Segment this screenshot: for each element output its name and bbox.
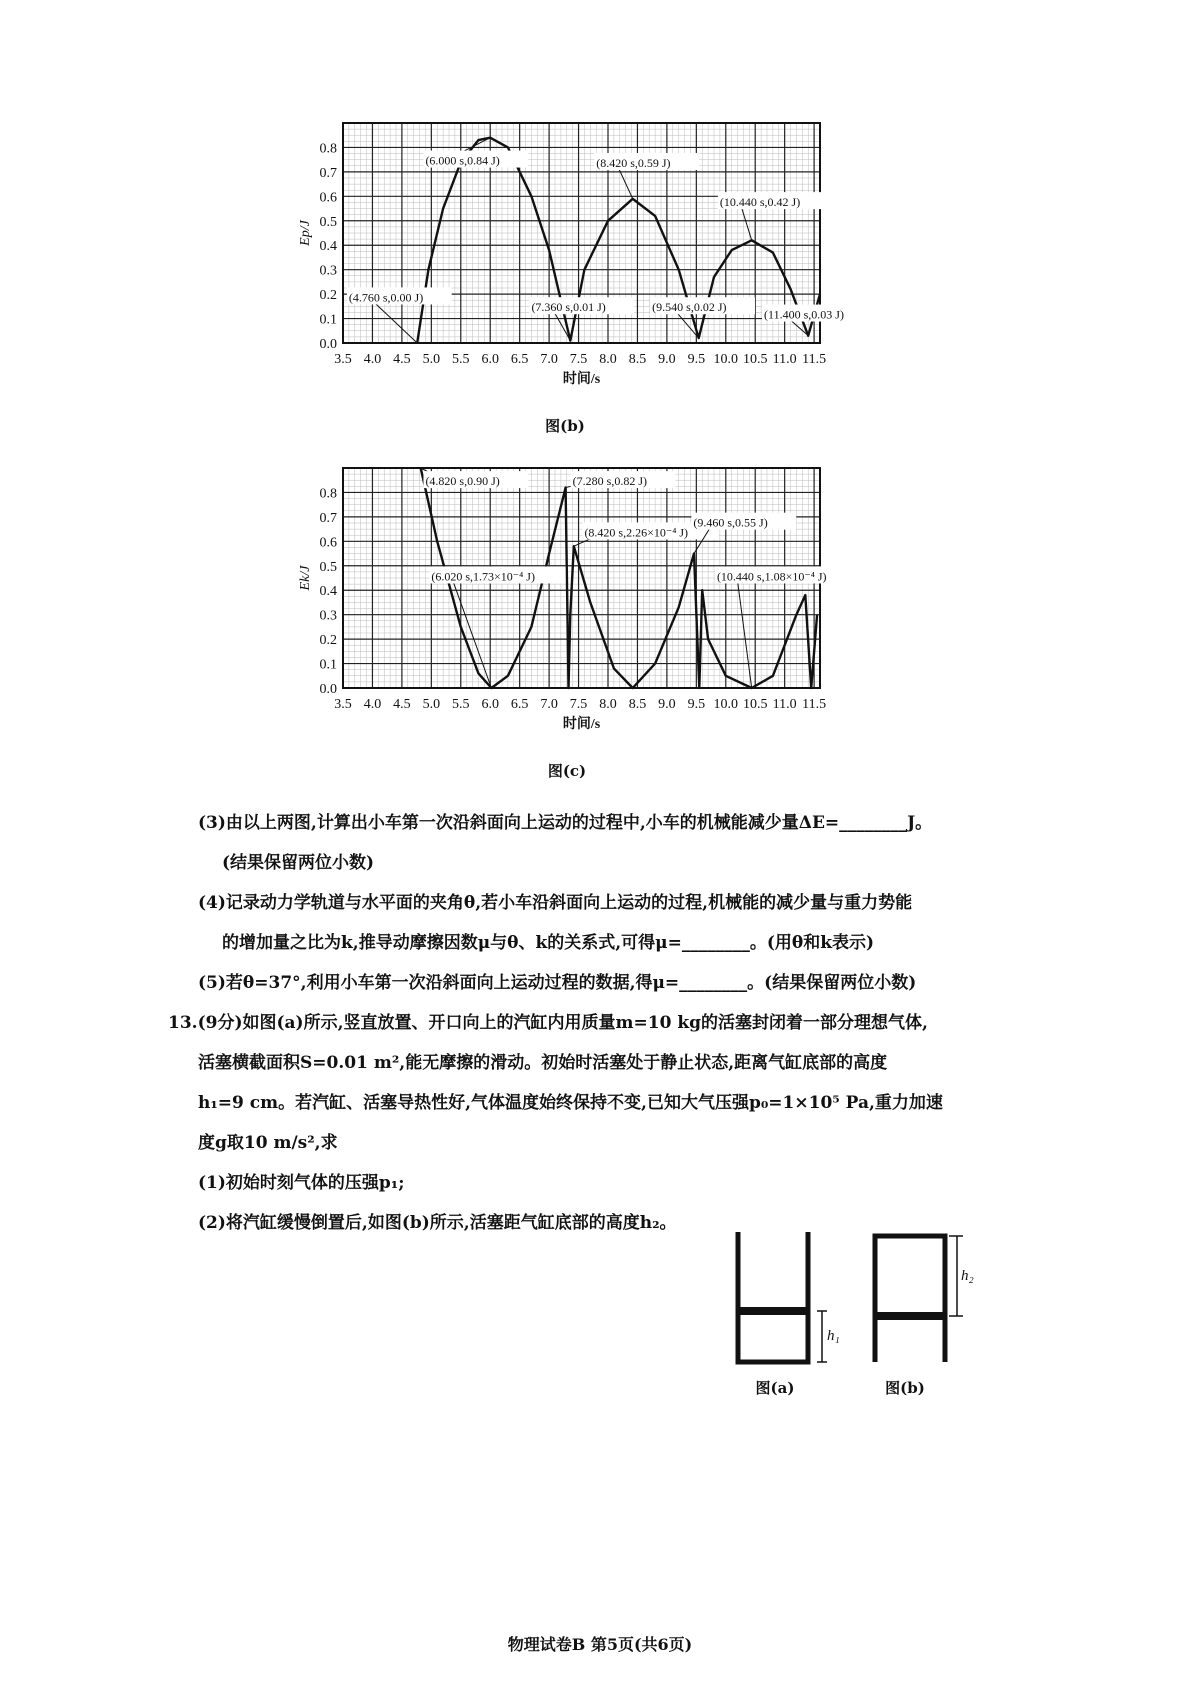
x-tick-label: 8.5 bbox=[628, 697, 647, 712]
annotation-label: (10.440 s,1.08×10⁻⁴ J) bbox=[716, 569, 827, 584]
annotation-label: (8.420 s,2.26×10⁻⁴ J) bbox=[584, 525, 689, 540]
y-tick-label: 0.3 bbox=[319, 608, 337, 624]
cylinder-figure-a bbox=[725, 1228, 855, 1373]
problem-13-line-2: 活塞横截面积S=0.01 m²,能无摩擦的滑动。初始时活塞处于静止状态,距离气缸底部的高度 bbox=[198, 1053, 888, 1073]
cylinder-a-svg bbox=[725, 1228, 855, 1373]
x-tick-label: 11.5 bbox=[802, 352, 827, 367]
x-tick-label: 4.5 bbox=[393, 697, 411, 712]
x-tick-label: 9.0 bbox=[658, 697, 676, 712]
x-tick-label: 8.0 bbox=[599, 697, 617, 712]
x-tick-label: 4.5 bbox=[393, 352, 411, 367]
x-tick-label: 9.5 bbox=[687, 697, 706, 712]
caption-cylinder-a: 图(a) bbox=[755, 1379, 795, 1397]
x-tick-label: 5.0 bbox=[422, 697, 441, 712]
problem-13-line-3: h₁=9 cm。若汽缸、活塞导热性好,气体温度始终保持不变,已知大气压强p₀=1×10⁵ Pa,重力加速 bbox=[198, 1093, 943, 1113]
y-tick-label: 0.7 bbox=[319, 165, 337, 181]
piston-a bbox=[738, 1307, 808, 1315]
y-tick-label: 0.7 bbox=[319, 510, 337, 526]
chart-ek-vs-time bbox=[295, 460, 835, 735]
x-tick-label: 6.0 bbox=[481, 697, 499, 712]
cylinder-figure-b bbox=[865, 1228, 985, 1373]
q4-line-1: (4)记录动力学轨道与水平面的夹角θ,若小车沿斜面向上运动的过程,机械能的减少量与重力势能 bbox=[198, 893, 913, 913]
x-tick-label: 7.0 bbox=[540, 697, 558, 712]
x-tick-label: 10.0 bbox=[713, 697, 739, 712]
x-tick-label: 10.5 bbox=[742, 697, 768, 712]
piston-b bbox=[875, 1312, 945, 1320]
y-tick-label: 0.4 bbox=[319, 584, 337, 600]
x-tick-label: 4.0 bbox=[363, 352, 382, 367]
x-tick-label: 8.5 bbox=[628, 352, 647, 367]
q3-line-2: (结果保留两位小数) bbox=[222, 853, 375, 873]
annotation-label: (6.020 s,1.73×10⁻⁴ J) bbox=[431, 569, 535, 584]
annotation-label: (10.440 s,0.42 J) bbox=[719, 195, 801, 210]
y-tick-label: 0.8 bbox=[319, 141, 337, 157]
q5-line-1: (5)若θ=37°,利用小车第一次沿斜面向上运动过程的数据,得μ=________。(结果保留两位小数) bbox=[198, 973, 917, 993]
y-axis-label: Ek/J bbox=[298, 565, 313, 591]
x-tick-label: 3.5 bbox=[334, 352, 352, 367]
chart-ep-vs-time bbox=[295, 115, 844, 390]
y-tick-label: 0.8 bbox=[319, 486, 337, 502]
problem-13-q2: (2)将汽缸缓慢倒置后,如图(b)所示,活塞距气缸底部的高度h₂。 bbox=[198, 1213, 677, 1233]
cylinder-b-svg bbox=[865, 1228, 985, 1373]
annotation-label: (6.000 s,0.84 J) bbox=[425, 153, 500, 168]
x-tick-label: 9.0 bbox=[658, 352, 676, 367]
q3-line-1: (3)由以上两图,计算出小车第一次沿斜面向上运动的过程中,小车的机械能减少量ΔE=________J。 bbox=[198, 813, 933, 833]
problem-13-line-4: 度g取10 m/s²,求 bbox=[198, 1133, 338, 1153]
x-tick-label: 11.0 bbox=[772, 352, 797, 367]
chart-c-svg bbox=[295, 460, 835, 735]
annotation-leader bbox=[451, 576, 491, 688]
y-tick-label: 0.2 bbox=[319, 633, 337, 649]
y-tick-label: 0.6 bbox=[319, 535, 337, 551]
x-tick-label: 5.5 bbox=[452, 352, 470, 367]
x-axis-label: 时间/s bbox=[562, 717, 601, 732]
cylinder-a-walls bbox=[738, 1232, 808, 1362]
caption-cylinder-b: 图(b) bbox=[885, 1379, 925, 1397]
x-tick-label: 6.5 bbox=[510, 352, 529, 367]
x-tick-label: 10.5 bbox=[742, 352, 768, 367]
x-tick-label: 4.0 bbox=[363, 697, 382, 712]
h1-label: h₁ bbox=[827, 1328, 840, 1344]
x-tick-label: 11.5 bbox=[802, 697, 827, 712]
y-tick-label: 0.2 bbox=[319, 288, 337, 304]
q4-line-2: 的增加量之比为k,推导动摩擦因数μ与θ、k的关系式,可得μ=________。(用θ和k表示) bbox=[222, 933, 875, 953]
annotation-label: (7.280 s,0.82 J) bbox=[572, 474, 648, 489]
page-footer: 物理试卷B 第5页(共6页) bbox=[507, 1635, 693, 1654]
y-axis-label: Ep/J bbox=[298, 220, 313, 246]
y-tick-label: 0.0 bbox=[319, 682, 337, 697]
x-tick-label: 6.5 bbox=[510, 697, 529, 712]
problem-13-q1: (1)初始时刻气体的压强p₁; bbox=[198, 1173, 405, 1193]
problem-13-line-1: 13.(9分)如图(a)所示,竖直放置、开口向上的汽缸内用质量m=10 kg的活塞封闭着一部分理想气体, bbox=[168, 1013, 928, 1033]
h2-label: h₂ bbox=[961, 1268, 974, 1284]
x-tick-label: 7.0 bbox=[540, 352, 558, 367]
y-tick-label: 0.1 bbox=[319, 657, 337, 673]
annotation-label: (7.360 s,0.01 J) bbox=[531, 300, 606, 315]
x-tick-label: 7.5 bbox=[569, 352, 588, 367]
x-tick-label: 7.5 bbox=[569, 697, 588, 712]
x-tick-label: 10.0 bbox=[713, 352, 739, 367]
annotation-label: (8.420 s,0.59 J) bbox=[596, 156, 671, 170]
y-tick-label: 0.0 bbox=[319, 337, 337, 352]
y-tick-label: 0.5 bbox=[319, 214, 337, 230]
x-tick-label: 8.0 bbox=[599, 352, 617, 367]
x-tick-label: 3.5 bbox=[334, 697, 352, 712]
x-tick-label: 6.0 bbox=[481, 352, 499, 367]
caption-fig-b: 图(b) bbox=[545, 417, 585, 435]
y-tick-label: 0.5 bbox=[319, 559, 337, 575]
chart-b-svg bbox=[295, 115, 844, 390]
y-tick-label: 0.4 bbox=[319, 239, 337, 255]
y-tick-label: 0.1 bbox=[319, 312, 337, 328]
annotation-label: (4.760 s,0.00 J) bbox=[348, 290, 424, 305]
x-tick-label: 9.5 bbox=[687, 352, 706, 367]
y-tick-label: 0.3 bbox=[319, 263, 337, 279]
annotation-label: (11.400 s,0.03 J) bbox=[764, 307, 844, 322]
x-tick-label: 5.0 bbox=[422, 352, 441, 367]
x-axis-label: 时间/s bbox=[562, 372, 601, 387]
annotation-label: (9.540 s,0.02 J) bbox=[652, 300, 727, 315]
caption-fig-c: 图(c) bbox=[547, 762, 587, 780]
annotation-label: (4.820 s,0.90 J) bbox=[425, 474, 500, 489]
x-tick-label: 5.5 bbox=[452, 697, 470, 712]
annotation-label: (9.460 s,0.55 J) bbox=[693, 515, 768, 530]
x-tick-label: 11.0 bbox=[772, 697, 797, 712]
cylinder-b-walls bbox=[875, 1236, 945, 1362]
y-tick-label: 0.6 bbox=[319, 190, 337, 206]
